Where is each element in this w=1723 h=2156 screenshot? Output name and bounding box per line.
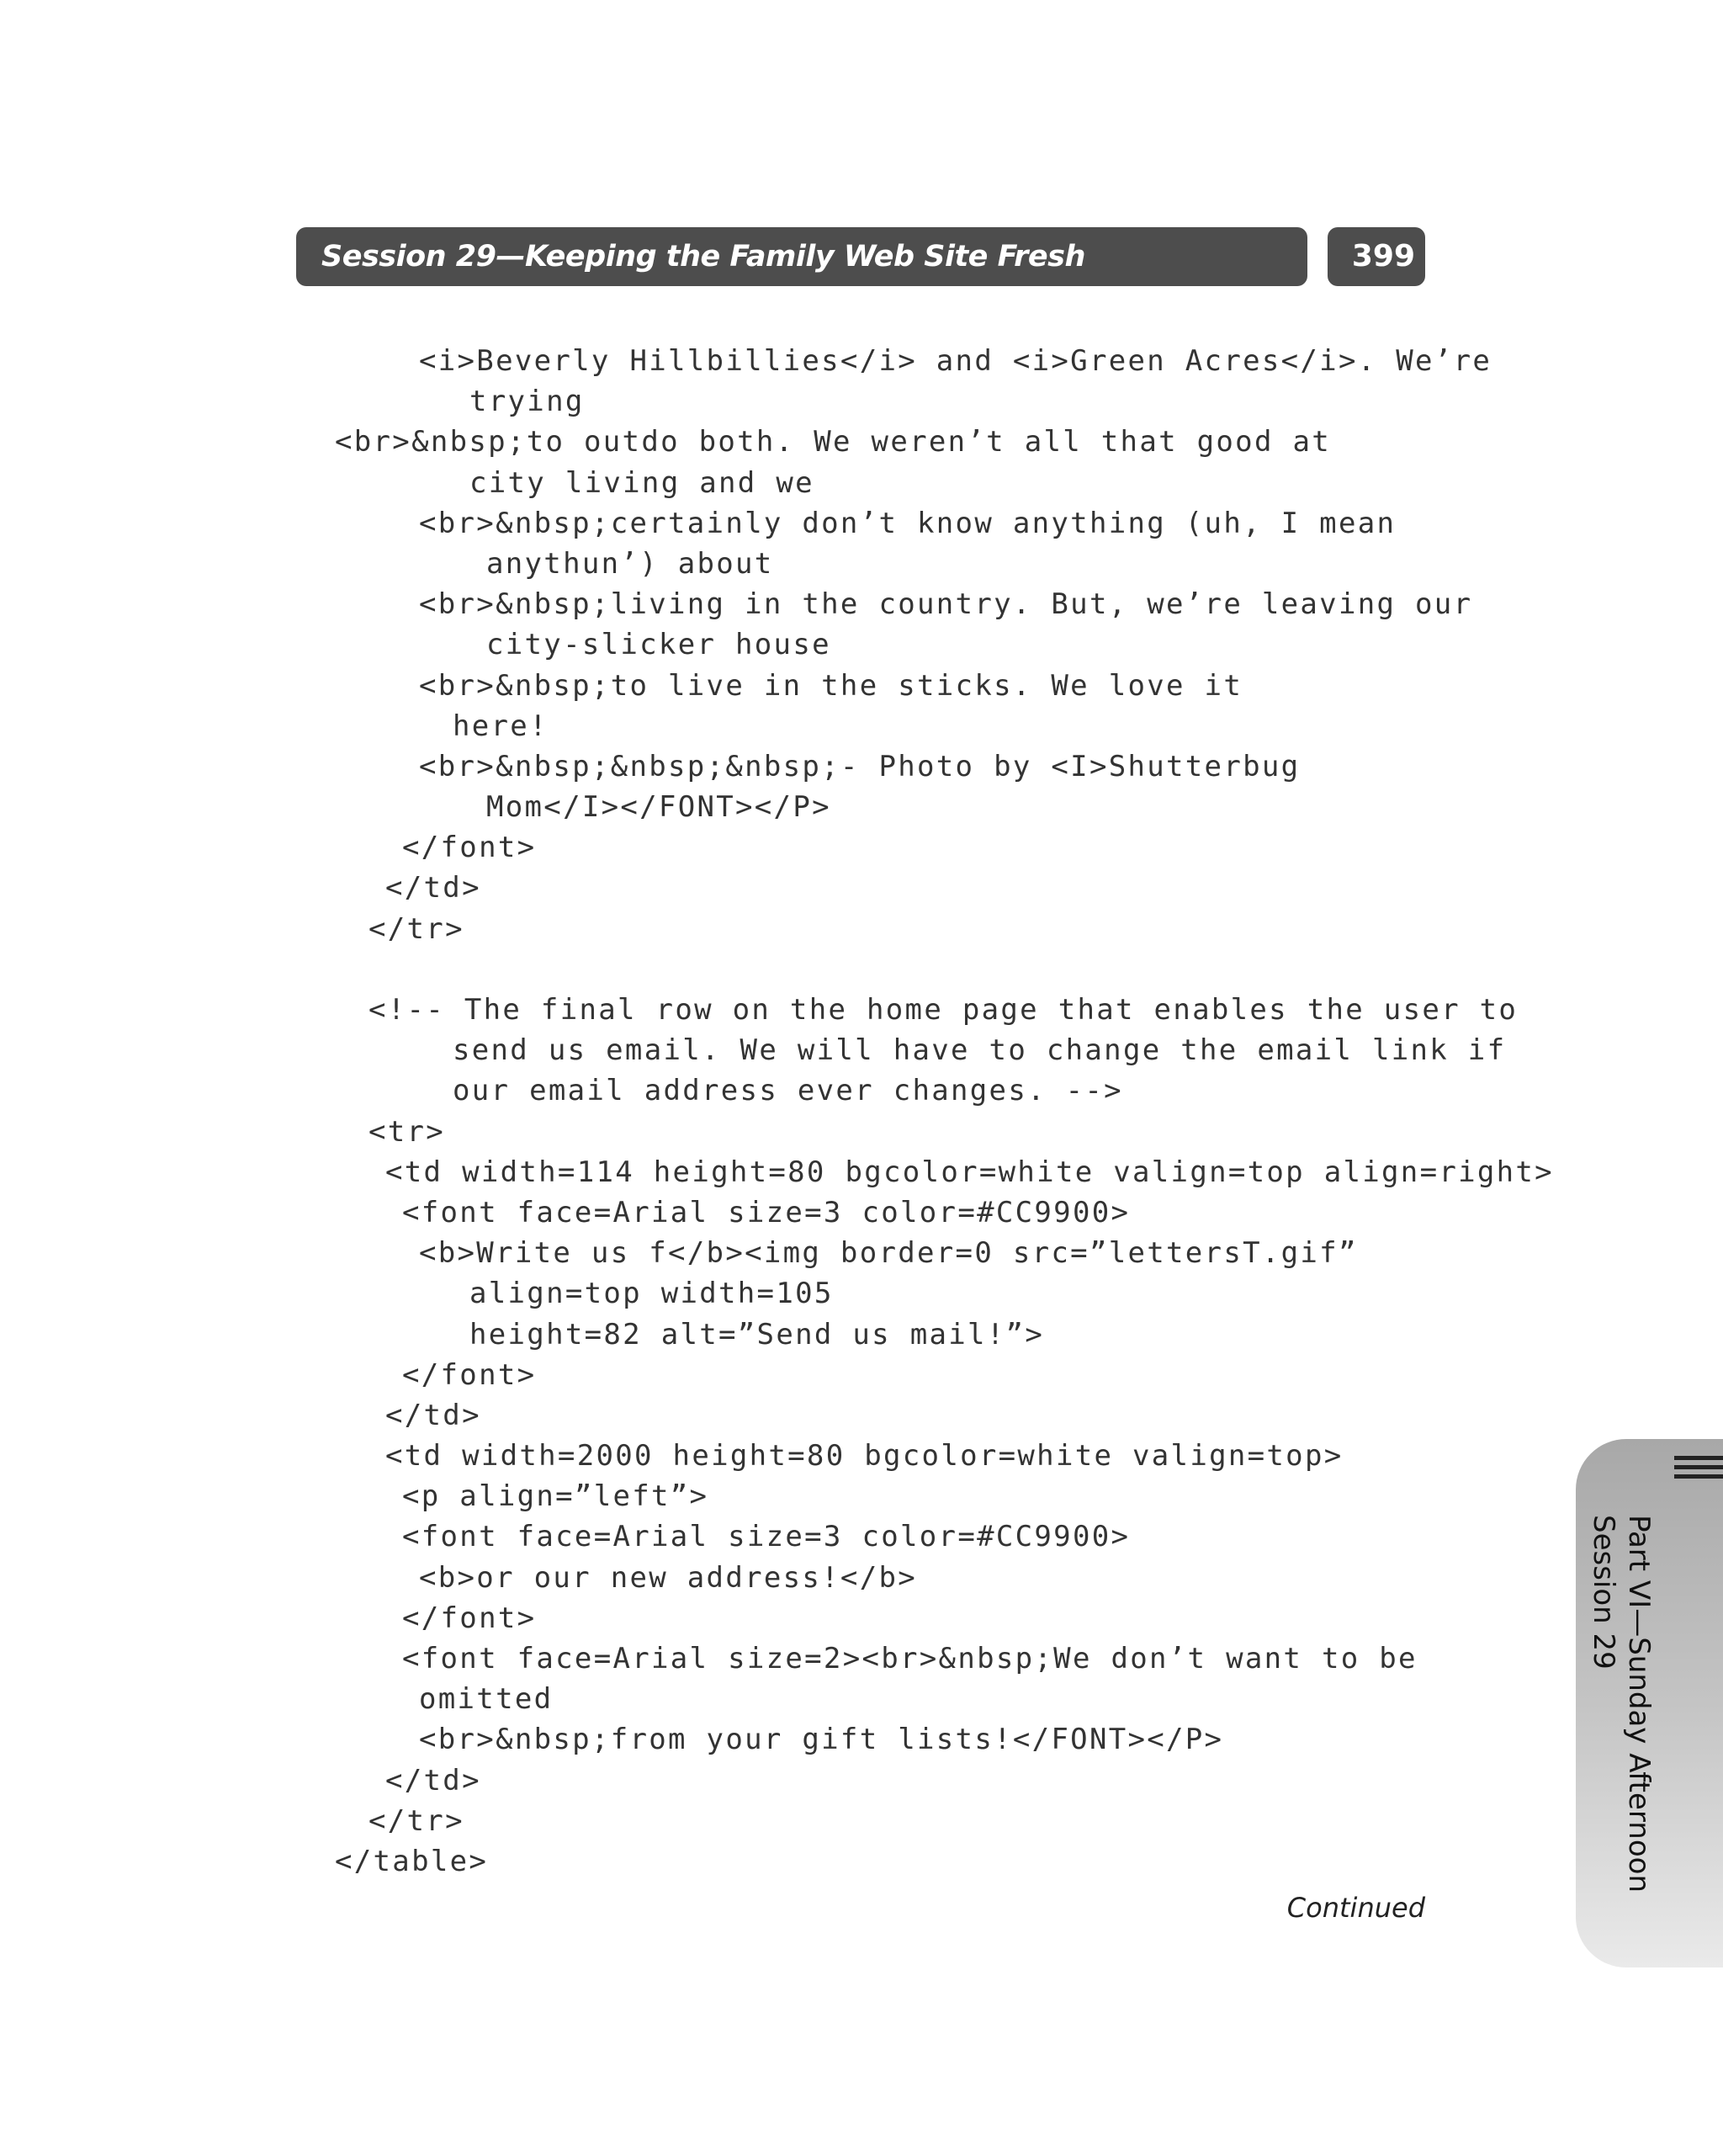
code-line: </font> — [402, 1601, 537, 1635]
code-line: <br>&nbsp;from your gift lists!</FONT></P> — [419, 1723, 1224, 1757]
continued-label: Continued — [1286, 1892, 1425, 1924]
code-line: Mom</I></FONT></P> — [486, 790, 831, 825]
code-line — [335, 949, 1445, 990]
running-header-title: Session 29—Keeping the Family Web Site Fresh — [321, 240, 1085, 273]
code-line: <br>&nbsp;to live in the sticks. We love it — [419, 668, 1243, 703]
code-line: <font face=Arial size=3 color=#CC9900> — [402, 1520, 1131, 1554]
thumb-tab-text — [1580, 1515, 1723, 1919]
code-line: </td> — [385, 871, 481, 905]
running-header-bar — [296, 227, 1307, 286]
code-line: city-slicker house — [486, 628, 831, 662]
code-line: <font face=Arial size=2><br>&nbsp;We don’t want to be — [402, 1642, 1418, 1675]
code-line: <td width=114 height=80 bgcolor=white valign=top align=right> — [385, 1155, 1554, 1189]
code-line: <!-- The final row on the home page that enables the user to — [368, 993, 1519, 1027]
code-line: </tr> — [368, 911, 464, 946]
code-listing — [335, 341, 1554, 1882]
code-line: <br>&nbsp;to outdo both. We weren’t all that good at — [335, 425, 1332, 459]
thumb-tab-part-label: Part VI—Sunday Afternoon — [1622, 1515, 1656, 1893]
thumb-tab-session-label: Session 29 — [1587, 1515, 1620, 1670]
code-line: <br>&nbsp;&nbsp;&nbsp;- Photo by <I>Shutterbug — [419, 749, 1301, 783]
code-line: <font face=Arial size=3 color=#CC9900> — [402, 1195, 1131, 1229]
code-line: send us email. We will have to change the email link if — [453, 1033, 1507, 1068]
code-line: </td> — [385, 1763, 481, 1798]
code-line: </td> — [385, 1398, 481, 1432]
code-line: <tr> — [368, 1114, 446, 1149]
code-line: </font> — [402, 831, 537, 865]
code-line: omitted — [419, 1682, 554, 1717]
thumb-tab-rule-marks — [1674, 1456, 1723, 1490]
code-line: <b>Write us f</b><img border=0 src=”lettersT.gif” — [419, 1236, 1358, 1271]
code-line: anythun’) about — [486, 546, 774, 581]
code-line: our email address ever changes. --> — [453, 1074, 1123, 1108]
code-line: trying — [469, 385, 585, 419]
code-line: <br>&nbsp;certainly don’t know anything (uh, I mean — [419, 506, 1397, 540]
page-number: 399 — [1351, 239, 1415, 273]
code-line: </table> — [335, 1844, 489, 1878]
code-line: </font> — [402, 1357, 537, 1392]
code-line: height=82 alt=”Send us mail!”> — [469, 1317, 1045, 1351]
code-line: <td width=2000 height=80 bgcolor=white valign=top> — [385, 1439, 1344, 1474]
code-line: city living and we — [469, 465, 814, 500]
page-number-box — [1328, 227, 1425, 286]
code-line: <p align=”left”> — [402, 1479, 709, 1514]
code-line: <b>or our new address!</b> — [419, 1560, 918, 1595]
code-line: </tr> — [368, 1803, 464, 1838]
code-line: align=top width=105 — [469, 1277, 834, 1311]
code-line: here! — [453, 709, 549, 743]
code-line: <i>Beverly Hillbillies</i> and <i>Green Acres</i>. We’re — [419, 344, 1492, 378]
code-line: <br>&nbsp;living in the country. But, we’re leaving our — [419, 587, 1473, 622]
